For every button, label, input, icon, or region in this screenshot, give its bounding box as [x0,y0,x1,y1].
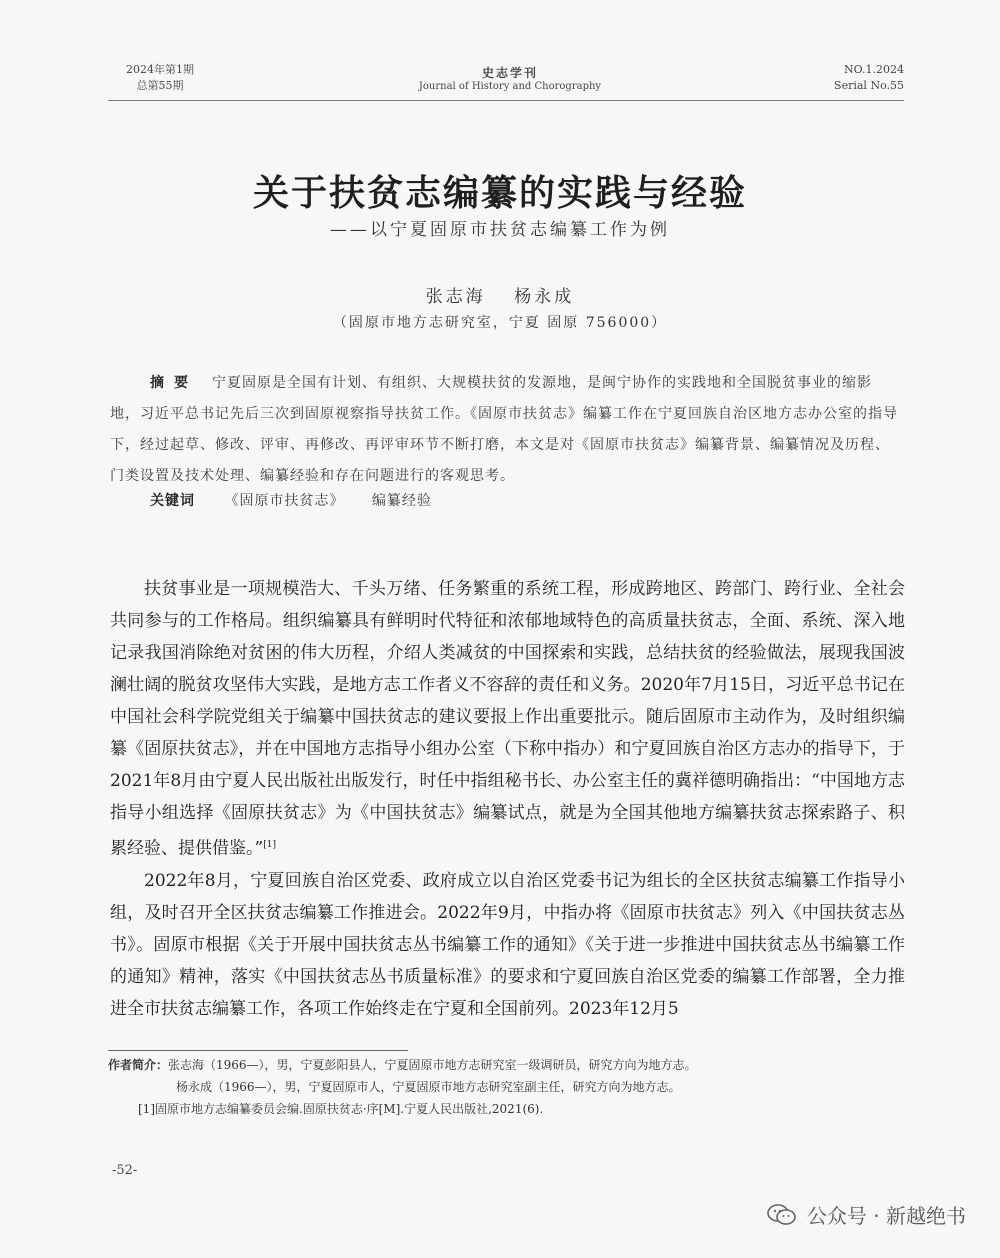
abstract-text: 宁夏固原是全国有计划、有组织、大规模扶贫的发源地，是闽宁协作的实践地和全国脱贫事业的缩影地，习近平总书记先后三次到固原视察指导扶贫工作。《固原市扶贫志》编纂工作在宁夏回族自治区地方志办公室的指导下，经过起草、修改、评审、再修改、再评审环节不断打磨，本文是对《固原市扶贫志》编纂背景、编纂情况及历程、门类设置及技术处理、编纂经验和存在问题进行的客观思考。 [110,375,898,484]
header-journal [400,64,620,92]
keywords [150,490,454,510]
journal-name-cn: 史志学刊 [481,66,538,80]
header-number [834,62,904,94]
header-no: NO.1.2024 [844,63,904,76]
header-issue-serial: 总第55期 [136,79,184,92]
author-note-1 [108,1054,697,1076]
footnote-divider [108,1050,408,1051]
watermark [767,1200,966,1229]
page-number: -52- [112,1163,138,1178]
abstract-label: 摘要 [150,375,198,391]
body-paragraph-text: 2022年8月，宁夏回族自治区党委、政府成立以自治区党委书记为组长的全区扶贫志编纂工作指导小组，及时召开全区扶贫志编纂工作推进会。2022年9月，中指办将《固原市扶贫志》列入《中国扶贫志丛书》。固原市根据《关于开展中国扶贫志丛书编纂工作的通知》《关于进一步推进中国扶贫志丛书编纂工作的通知》精神，落实《中国扶贫志丛书质量标准》的要求和宁夏回族自治区党委的编纂工作部署，全力推进全市扶贫志编纂工作，各项工作始终走在宁夏和全国前列。2023年12月5 [110,870,905,1019]
keywords-label: 关键词 [150,493,195,509]
body-paragraph [110,573,905,865]
keyword-item: 《固原市扶贫志》 [224,493,345,509]
footnotes [108,1054,697,1120]
watermark-text: 公众号 · 新越绝书 [806,1204,966,1228]
body-paragraph-text: 扶贫事业是一项规模浩大、千头万绪、任务繁重的系统工程，形成跨地区、跨部门、跨行业、全社会共同参与的工作格局。组织编纂具有鲜明时代特征和浓郁地域特色的高质量扶贫志，全面、系统、深入地记录我国消除绝对贫困的伟大历程，介绍人类减贫的中国探索和实践，总结扶贫的经验做法，展现我国波澜壮阔的脱贫攻坚伟大实践，是地方志工作者义不容辞的责任和义务。2020年7月15日，习近平总书记在中国社会科学院党组关于编纂中国扶贫志的建议要报上作出重要批示。随后固原市主动作为，及时组织编纂《固原扶贫志》，并在中国地方志指导小组办公室（下称中指办）和宁夏回族自治区方志办的指导下，于2021年8月由宁夏人民出版社出版发行，时任中指组秘书长、办公室主任的冀祥德明确指出：“中国地方志指导小组选择《固原扶贫志》为《中国扶贫志》编纂试点，就是为全国其他地方编纂扶贫志探索路子、积累经验、提供借鉴。” [110,579,905,859]
article-subtitle: ——以宁夏固原市扶贫志编纂工作为例 [330,220,670,240]
keyword-item: 编纂经验 [371,493,432,509]
article-affiliation: （固原市地方志研究室，宁夏 固原 756000） [332,315,668,331]
article-authors: 张志海 杨永成 [425,287,575,307]
article-body [110,573,905,1025]
author-note-2: 杨永成（1966—），男，宁夏固原市人，宁夏固原市地方志研究室副主任，研究方向为地方志。 [176,1080,681,1094]
author-note-text: 张志海（1966—），男，宁夏彭阳县人，宁夏固原市地方志研究室一级调研员，研究方向为地方志。 [168,1058,697,1072]
author-note-label: 作者简介： [108,1058,169,1072]
header-divider [108,100,904,101]
abstract [110,368,900,492]
header-issue-year: 2024年第1期 [126,63,194,76]
reference-1: [1]固原市地方志编纂委员会编.固原扶贫志·序[M].宁夏人民出版社,2021(6). [138,1102,544,1116]
body-paragraph [110,865,905,1025]
citation-marker: [1] [263,840,276,850]
journal-name-en: Journal of History and Chorography [418,81,602,92]
article-title: 关于扶贫志编纂的实践与经验 [252,172,747,214]
header-serial: Serial No.55 [834,79,904,92]
wechat-icon [767,1203,797,1227]
header-issue [110,62,210,94]
